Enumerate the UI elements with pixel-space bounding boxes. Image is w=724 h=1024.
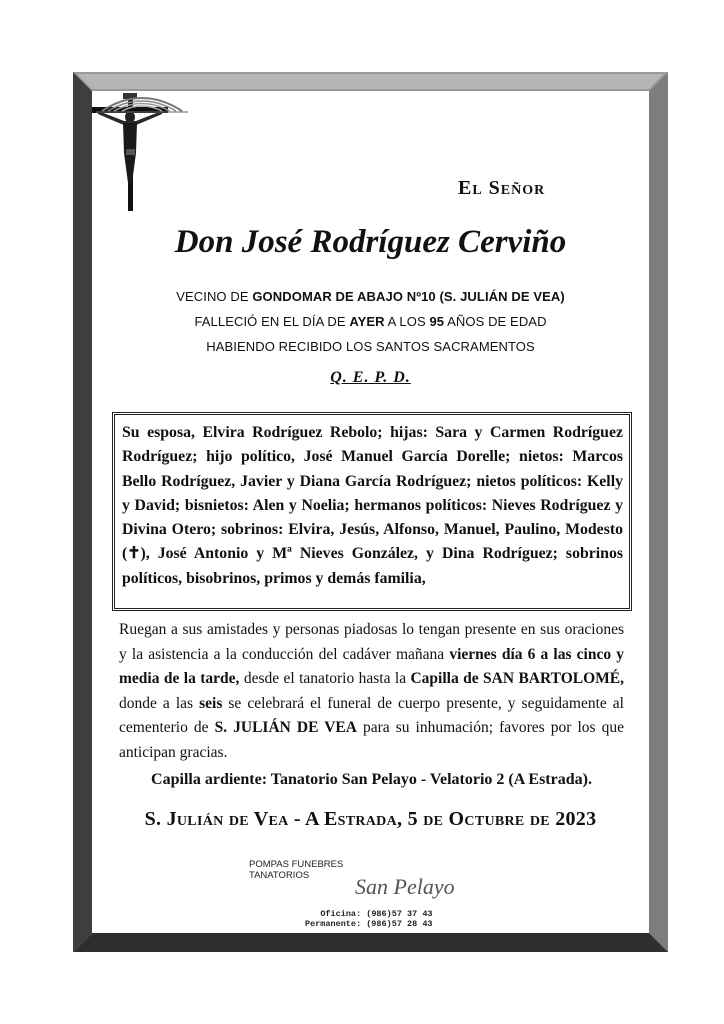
sacraments-line: HABIENDO RECIBIDO LOS SANTOS SACRAMENTOS	[206, 339, 535, 354]
death-age: 95	[429, 314, 445, 329]
place-date: S. Julián de Vea - A Estrada, 5 de Octubre de 2023	[144, 808, 597, 830]
ruegan-p2: desde el tanatorio hasta la	[239, 670, 411, 687]
residence-prefix: VECINO DE	[176, 289, 253, 304]
phone-permanent: Permanente: (986)57 28 43	[305, 919, 433, 929]
funeral-details	[119, 618, 624, 765]
family-text: Su esposa, Elvira Rodríguez Rebolo; hijas: Sara y Carmen Rodríguez Rodríguez; hijo político, José Manuel García Dorelle; nietos: Marcos Bello Rodríguez, Javier y Diana García Rodríguez; nietos políticos: Kelly y David; bisnietos: Alen y Noelia; hermanos políticos: Nieves Rodríguez y Divina Otero; sobrinos: Elvira, Jesús, Alfonso, Manuel, Paulino, Modesto (✝), José Antonio y Mª Nieves González, y Dina Rodríguez; sobrinos políticos, bisobrinos, primos y demás familia,	[122, 424, 623, 587]
residence-address: GONDOMAR DE ABAJO Nº10 (S. JULIÁN DE VEA)	[252, 289, 565, 304]
death-line	[92, 314, 649, 329]
family-list	[112, 412, 632, 611]
qepd-text: Q. E. P. D.	[330, 369, 411, 386]
ruegan-time: seis	[199, 694, 223, 712]
ruegan-date: viernes día 6 a las cinco y media de la tarde,	[119, 645, 624, 687]
ruegan-chapel: Capilla de SAN BARTOLOMÉ,	[410, 670, 624, 687]
sunrise-logo-icon	[92, 91, 192, 113]
ruegan-p1: Ruegan a sus amistades y personas piadosas lo tengan presente en sus oraciones y la asistencia a la conducción del cadáver mañana	[119, 621, 624, 663]
mourning-frame	[73, 72, 668, 952]
ruegan-p5: para su inhumación; favores por los que anticipan gracias.	[119, 719, 624, 761]
obituary-card	[92, 91, 649, 933]
san-pelayo-logo: San Pelayo	[355, 874, 455, 899]
residence-line	[92, 289, 649, 304]
contact-phones	[305, 909, 433, 929]
deceased-name: Don José Rodríguez Cerviño	[174, 224, 567, 260]
phone-office: Oficina: (986)57 37 43	[320, 909, 433, 919]
funeral-home-line2: TANATORIOS	[249, 870, 310, 881]
title-el-senor: El Señor	[458, 177, 546, 199]
ruegan-p4: se celebrará el funeral de cuerpo presente, y seguidamente al cementerio de	[119, 694, 624, 736]
death-day: AYER	[349, 314, 385, 329]
funeral-home-label	[249, 859, 343, 881]
ruegan-cemetery: S. JULIÁN DE VEA	[214, 719, 357, 736]
death-text-c: A LOS	[384, 314, 430, 329]
death-text-e: AÑOS DE EDAD	[444, 314, 547, 329]
ruegan-p3: donde a las	[119, 694, 200, 712]
death-text-a: FALLECIÓ EN EL DÍA DE	[194, 314, 350, 329]
funeral-home-line1: POMPAS FUNEBRES	[249, 859, 344, 870]
chapel-line: Capilla ardiente: Tanatorio San Pelayo - Velatorio 2 (A Estrada).	[151, 771, 592, 788]
